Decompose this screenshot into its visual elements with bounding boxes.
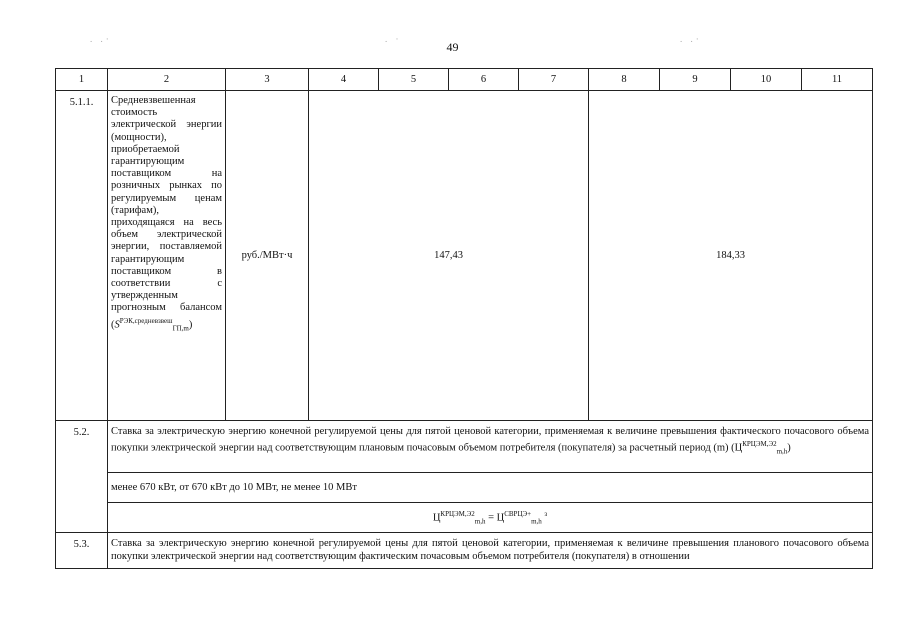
row-5-2-subrow (56, 473, 873, 503)
header-cell: 10 (731, 69, 802, 91)
header-cell: 9 (660, 69, 731, 91)
value-cell-first-half: 147,43 (309, 91, 589, 421)
formula-symbol: S (114, 319, 120, 331)
header-cell: 5 (379, 69, 449, 91)
scan-noise: . · (385, 34, 402, 44)
row-number: 5.2. (56, 421, 108, 533)
value-cell-second-half: 184,33 (589, 91, 873, 421)
header-cell: 1 (56, 69, 108, 91)
header-cell: 7 (519, 69, 589, 91)
formula-symbol: Ц (734, 442, 743, 454)
page-number: 49 (446, 40, 459, 54)
row-description-text: Средневзвешенная стоимость электрической энергии (мощности), приобретаемой гарантирующим поставщиком на розничных рынках по регулируемым ценам (тарифам), приходящаяся на весь объем электрической энергии, поставляемой гарантирующим поставщиком в соответствии с утвержденным прогнозным балансом (111, 95, 222, 314)
header-cell: 3 (226, 69, 309, 91)
row-number: 5.1.1. (56, 91, 108, 421)
formula-left-sub: m,h (474, 517, 486, 526)
formula-tail: з (544, 509, 548, 518)
header-cell: 11 (802, 69, 873, 91)
scan-noise: . .· (90, 34, 112, 44)
row-description: Ставка за электрическую энергию конечной регулируемой цены для пятой ценовой категории, применяемая к величине превышения планового почасового объема покупки электрической энергии над соответствующим фактическим почасовым объемом потребителя (покупателя) в отношении (108, 533, 873, 569)
formula-left-sup: КРЦЭМ,Э2 (440, 509, 475, 518)
header-row (56, 69, 873, 91)
unit-cell: руб./МВт·ч (226, 91, 309, 421)
row-5-1-1 (56, 91, 873, 421)
header-cell: 4 (309, 69, 379, 91)
tariff-table (55, 68, 873, 569)
header-cell: 6 (449, 69, 519, 91)
row-description: Средневзвешенная стоимость электрической энергии (мощности), приобретаемой гарантирующим поставщиком на розничных рынках по регулируемым ценам (тарифам), приходящаяся на весь объем электрической энергии, поставляемой гарантирующим поставщиком в соответствии с утвержденным прогнозным балансом $(S^{РЭК,средневзвеш}_{ГП,m})$ (108, 91, 226, 421)
formula-subscript: ГП,m (172, 324, 189, 333)
formula-superscript: КРЦЭМ,Э2 (742, 440, 777, 448)
header-cell: 2 (108, 69, 226, 91)
formula-right-sup: СВРЦЭ+ (504, 509, 532, 518)
header-cell: 8 (589, 69, 660, 91)
row-5-2 (56, 421, 873, 473)
row-description-text: Ставка за электрическую энергию конечной регулируемой цены для пятой ценовой категории, применяемая к величине превышения фактического почасового объема покупки электрической энергии над соответствующим плановым почасовым объемом потребителя (покупателя) за расчетный период (m) (111, 426, 869, 454)
scan-noise: . .· (680, 34, 702, 44)
formula-right: Ц (496, 512, 505, 524)
formula-subscript: m,h (776, 447, 788, 456)
formula-cell: $Ц^{КРЦЭМ,Э2}_{m,h} = Ц^{СВРЦЭ+}_{m,h}$ $^з$ (108, 503, 873, 533)
row-5-2-formula (56, 503, 873, 533)
row-number: 5.3. (56, 533, 108, 569)
formula-right-sub: m,h (531, 517, 542, 526)
formula-superscript: РЭК,средневзвеш (119, 316, 173, 325)
row-description: Ставка за электрическую энергию конечной регулируемой цены для пятой ценовой категории, применяемая к величине превышения фактического почасового объема покупки электрической энергии над соответствующим плановым почасовым объемом потребителя (покупателя) за расчетный период (m) $(Ц^{КРЦЭМ,Э2}_{m,h})$ (108, 421, 873, 473)
row-5-3 (56, 533, 873, 569)
power-range-text: менее 670 кВт, от 670 кВт до 10 МВт, не менее 10 МВт (108, 473, 873, 503)
formula-left: Ц (432, 512, 441, 524)
